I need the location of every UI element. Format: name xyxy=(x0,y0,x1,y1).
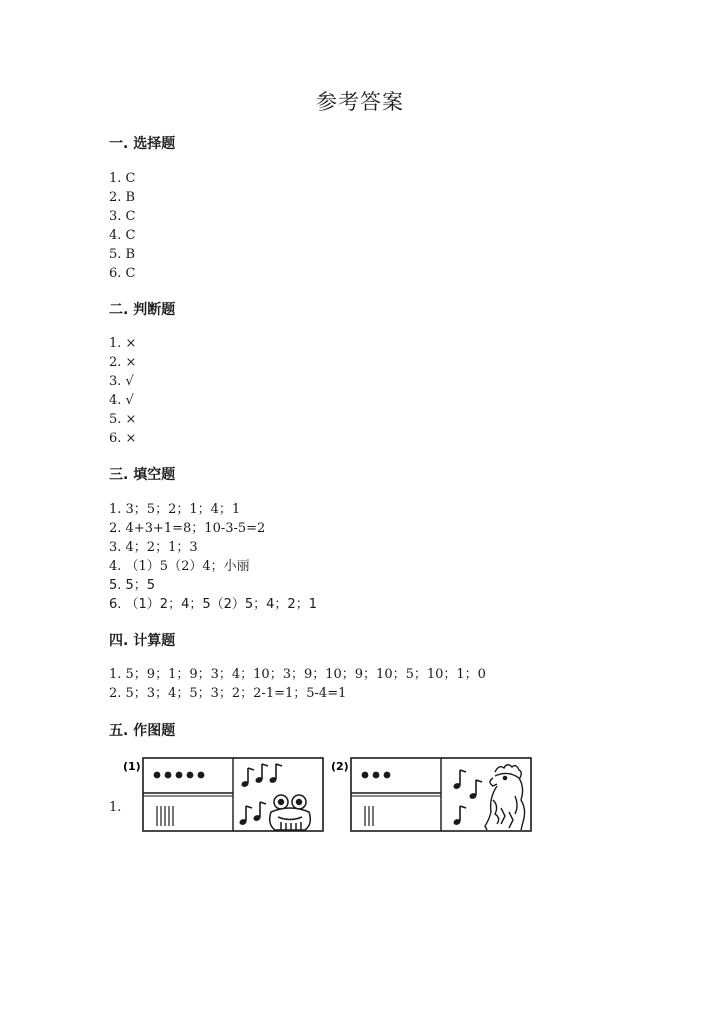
answer-item: 6. × xyxy=(109,431,137,446)
rooster-icon xyxy=(485,765,525,830)
answer-item: 2. × xyxy=(109,355,137,370)
panel2-music-notes xyxy=(453,770,482,826)
answer-item: 1. 5；9；1；9；3；4；10；3；9；10；9；10；5；10；1；0 xyxy=(109,667,486,682)
dot xyxy=(154,772,161,779)
figure-svg xyxy=(123,756,553,836)
panel2-grid xyxy=(351,758,531,831)
answer-item: 3. C xyxy=(109,209,136,224)
dot xyxy=(187,772,194,779)
answer-item: 6. （1）2；4；5（2）5；4；2；1 xyxy=(109,597,317,612)
answer-item: 2. B xyxy=(109,190,136,205)
answer-item: 6. C xyxy=(109,266,136,281)
answer-item: 1. 3；5；2；1；4；1 xyxy=(109,502,241,517)
music-note-icon xyxy=(241,768,254,788)
frog-icon xyxy=(270,795,311,830)
music-note-icon xyxy=(469,780,482,800)
music-note-icon xyxy=(239,806,252,826)
panel1-tally xyxy=(157,806,173,826)
answer-item: 1. C xyxy=(109,171,136,186)
music-note-icon xyxy=(453,806,466,826)
answer-item: 4. √ xyxy=(109,393,134,408)
figure-item-label: 1. xyxy=(109,800,122,815)
section-heading-calc: 四. 计算题 xyxy=(109,633,176,649)
answer-list-fill xyxy=(109,500,317,614)
panel1-dots xyxy=(154,772,205,779)
section-heading-choice: 一. 选择题 xyxy=(109,136,176,152)
dot xyxy=(198,772,205,779)
music-note-icon xyxy=(253,802,266,822)
panel2-dots xyxy=(362,772,391,779)
music-note-icon xyxy=(269,764,282,784)
answer-list-calc xyxy=(109,665,486,703)
answer-list-judge xyxy=(109,334,136,448)
dot xyxy=(176,772,183,779)
drawing-answer-figure xyxy=(109,756,569,836)
section-heading-judge: 二. 判断题 xyxy=(109,302,176,318)
section-heading-fill: 三. 填空题 xyxy=(109,467,176,483)
answer-item: 5. B xyxy=(109,247,136,262)
answer-item: 4. （1）5（2）4；小丽 xyxy=(109,559,250,574)
answer-item: 1. × xyxy=(109,336,137,351)
answer-item: 3. √ xyxy=(109,374,134,389)
music-note-icon xyxy=(255,764,268,784)
panel1-label: (1) xyxy=(123,760,141,773)
page-title: 参考答案 xyxy=(316,90,404,114)
answer-item: 3. 4；2；1；3 xyxy=(109,540,198,555)
answer-item: 5. 5；5 xyxy=(109,578,156,593)
answer-list-choice xyxy=(109,169,135,283)
answer-item: 4. C xyxy=(109,228,136,243)
panel2-tally xyxy=(365,806,373,826)
answer-item: 2. 5；3；4；5；3；2；2-1=1；5-4=1 xyxy=(109,686,347,701)
section-heading-draw: 五. 作图题 xyxy=(109,723,176,739)
music-note-icon xyxy=(453,770,466,790)
dot xyxy=(362,772,369,779)
answer-item: 2. 4+3+1=8；10-3-5=2 xyxy=(109,521,266,536)
panel2-label: (2) xyxy=(331,760,349,773)
answer-item: 5. × xyxy=(109,412,137,427)
dot xyxy=(384,772,391,779)
dot xyxy=(373,772,380,779)
dot xyxy=(165,772,172,779)
